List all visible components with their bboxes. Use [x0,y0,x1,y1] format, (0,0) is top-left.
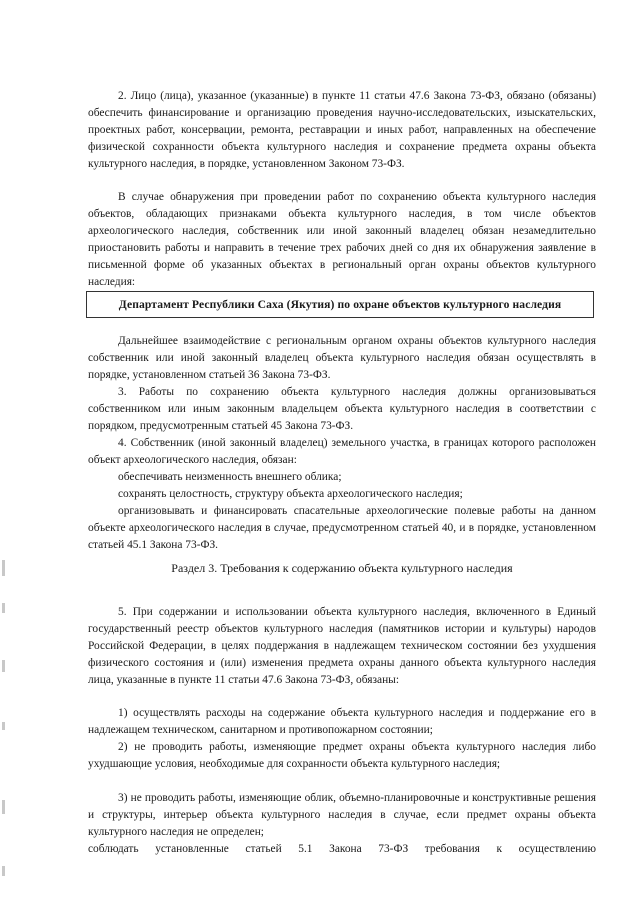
scan-edge-mark [2,800,5,814]
paragraph-5-item-2: 2) не проводить работы, изменяющие предмет охраны объекта культурного наследия либо ухудшающие условия, необходимые для сохранности объекта культурного наследия; [88,741,596,770]
department-name-box: Департамент Республики Саха (Якутия) по охране объектов культурного наследия [86,291,594,318]
paragraph-5-continued: соблюдать установленные статьей 5.1 Закона 73-ФЗ требования к осуществлению [88,843,596,855]
paragraph-4: 4. Собственник (иной законный владелец) земельного участка, в границах которого расположен объект археологического наследия, обязан: [88,437,596,466]
paragraph-5-item-1: 1) осуществлять расходы на содержание объекта культурного наследия и поддержание его в надлежащем техническом, санитарном и противопожарном состоянии; [88,707,596,736]
paragraph-2: 2. Лицо (лица), указанное (указанные) в пункте 11 статьи 47.6 Закона 73-ФЗ, обязано (обязаны) обеспечить финансирование и организацию проведения научно-исследовательских, изыскательских, проектных работ, консервации, ремонта, реставрации и иных работ, направленных на обеспечение физической сохранности объекта культурного наследия и сохранение предмета охраны объекта культурного наследия, в порядке, установленном Законом 73-ФЗ. [88,90,596,170]
scan-edge-mark [2,866,5,876]
paragraph-4-item-2: сохранять целостность, структуру объекта археологического наследия; [118,488,463,500]
paragraph-4-item-3: организовывать и финансировать спасательные археологические полевые работы на данном объекте археологического наследия в случае, предусмотренном статьей 40, и в порядке, установленном статьей 45.1 Закона 73-ФЗ. [88,505,596,551]
paragraph-5-item-3: 3) не проводить работы, изменяющие облик, объемно-планировочные и конструктивные решения и структуры, интерьер объекта культурного наследия в случае, если предмет охраны объекта культурного наследия не определен; [88,792,596,838]
paragraph-interaction: Дальнейшее взаимодействие с региональным органом охраны объектов культурного наследия собственник или иной законный владелец объекта культурного наследия обязан осуществлять в порядке, установленном статьей 36 Закона 73-ФЗ. [88,335,596,381]
scan-edge-mark [2,722,5,730]
paragraph-discovery: В случае обнаружения при проведении работ по сохранению объекта культурного наследия объектов, обладающих признаками объекта культурного наследия, в том числе объектов археологического наследия, собственник или иной законный владелец обязан незамедлительно приостановить работы и направить в течение трех рабочих дней со дня их обнаружения заявление в письменной форме об указанных объектах в региональный орган охраны объектов культурного наследия: [88,191,596,288]
scan-edge-mark [2,603,5,613]
paragraph-4-item-1: обеспечивать неизменность внешнего облика; [118,471,342,483]
paragraph-5: 5. При содержании и использовании объекта культурного наследия, включенного в Единый государственный реестр объектов культурного наследия (памятников истории и культуры) народов Российской Федерации, в целях поддержания в надлежащем техническом состоянии без ухудшения физического состояния и (или) изменения предмета охраны данного объекта культурного наследия лица, указанные в пункте 11 статьи 47.6 Закона 73-ФЗ, обязаны: [88,606,596,686]
scan-edge-mark [2,560,5,576]
scan-edge-mark [2,660,5,672]
paragraph-3: 3. Работы по сохранению объекта культурного наследия должны организовываться собственником или иным законным владельцем объекта культурного наследия в соответствии с порядком, предусмотренным статьей 45 Закона 73-ФЗ. [88,386,596,432]
section-3-title: Раздел 3. Требования к содержанию объекта культурного наследия [171,561,513,575]
